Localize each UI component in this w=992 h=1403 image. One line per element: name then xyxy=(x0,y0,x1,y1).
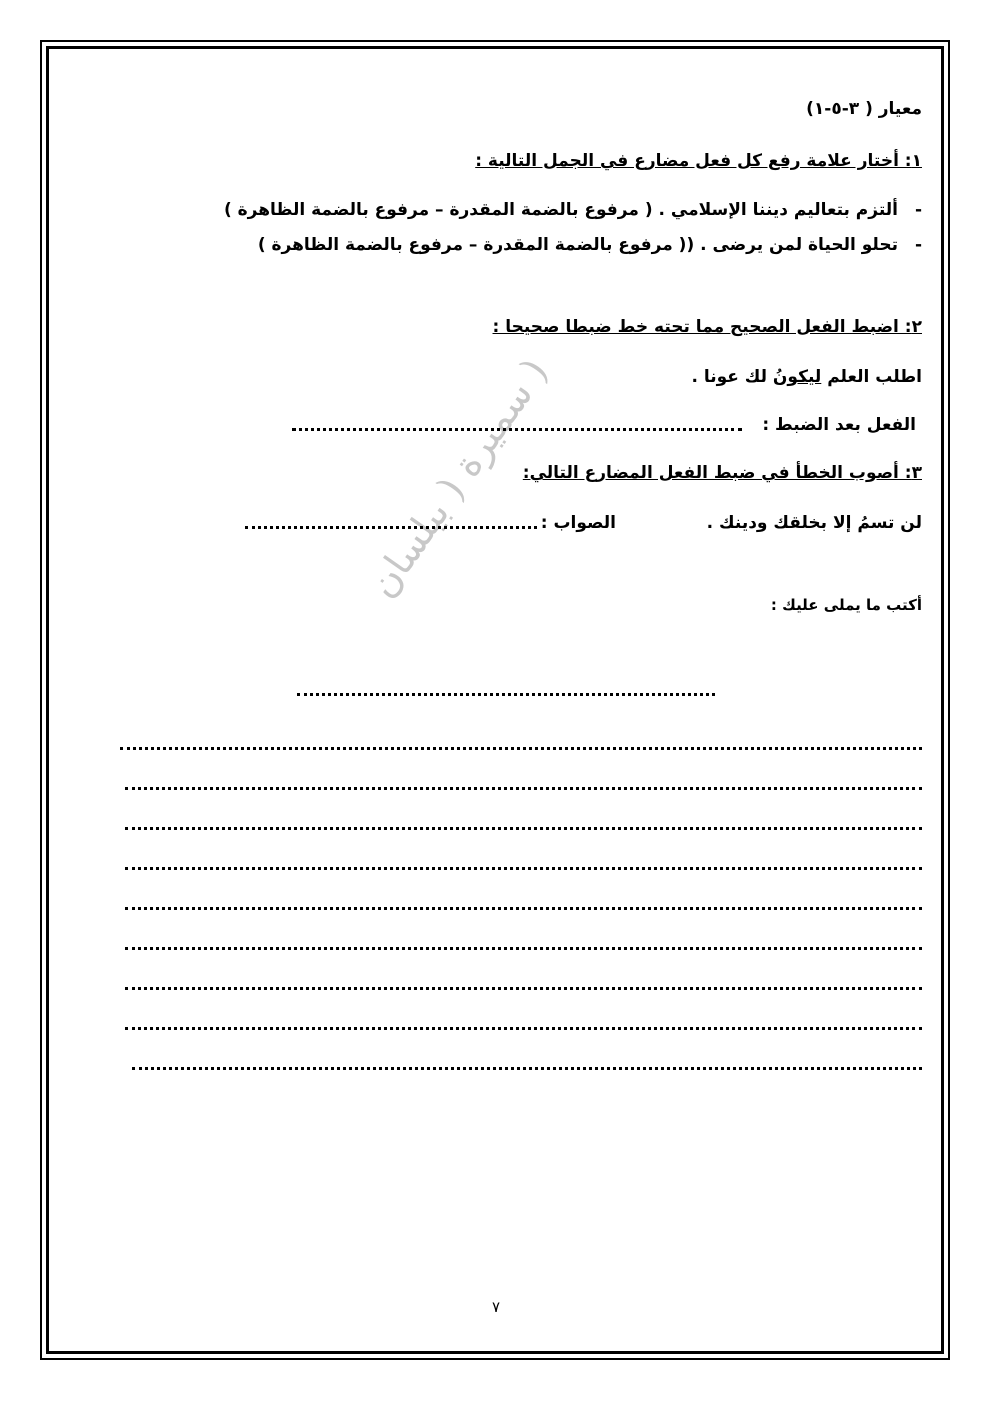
bullet: - xyxy=(914,235,922,255)
question-3-answer-label: الصواب : xyxy=(540,513,616,533)
question-3-sentence: لن تسمُ إلا بخلقك ودينك . xyxy=(706,513,922,533)
question-1-item-1 xyxy=(224,199,922,221)
question-2-sentence xyxy=(691,366,922,388)
watermark: ( سميرة ( بيلسان xyxy=(360,350,557,606)
question-1-title: ١: أختار علامة رفع كل فعل مضارع في الجمل التالية : xyxy=(475,151,922,171)
dictation-line[interactable] xyxy=(120,747,922,750)
dictation-line[interactable] xyxy=(125,787,922,790)
dictation-line[interactable] xyxy=(125,867,922,870)
dictation-line[interactable] xyxy=(125,987,922,990)
dictation-line[interactable] xyxy=(125,907,922,910)
question-3-title: ٣: أصوب الخطأ في ضبط الفعل المضارع التالي: xyxy=(522,463,922,483)
page-number: ٧ xyxy=(491,1298,501,1316)
dictation-line[interactable] xyxy=(125,1027,922,1030)
underlined-verb: ليكونُ xyxy=(772,367,822,387)
question-1-item-1-text: ألتزم بتعاليم ديننا الإسلامي . ( مرفوع بالضمة المقدرة – مرفوع بالضمة الظاهرة ) xyxy=(223,200,898,220)
dictation-title-line[interactable] xyxy=(297,693,715,696)
dictation-line[interactable] xyxy=(125,827,922,830)
question-2-answer-label: الفعل بعد الضبط : xyxy=(762,415,916,435)
question-1-item-2-text: تحلو الحياة لمن يرضى . (( مرفوع بالضمة المقدرة – مرفوع بالضمة الظاهرة ) xyxy=(257,235,898,255)
question-3-answer-line[interactable] xyxy=(245,526,537,529)
question-1-item-2 xyxy=(258,234,922,256)
dictation-line[interactable] xyxy=(132,1067,922,1070)
question-2-answer-line[interactable] xyxy=(292,428,742,431)
dictation-line[interactable] xyxy=(125,947,922,950)
question-2-sentence-start: اطلب العلم xyxy=(821,367,922,387)
standard-heading: معيار ( ٣-٥-١) xyxy=(806,99,922,119)
question-2-sentence-end: لك عونا . xyxy=(691,367,773,387)
dictation-label: أكتب ما يملى عليك : xyxy=(770,596,922,614)
bullet: - xyxy=(914,200,922,220)
question-2-title: ٢: اضبط الفعل الصحيح مما تحته خط ضبطا صحيحا : xyxy=(492,317,922,337)
